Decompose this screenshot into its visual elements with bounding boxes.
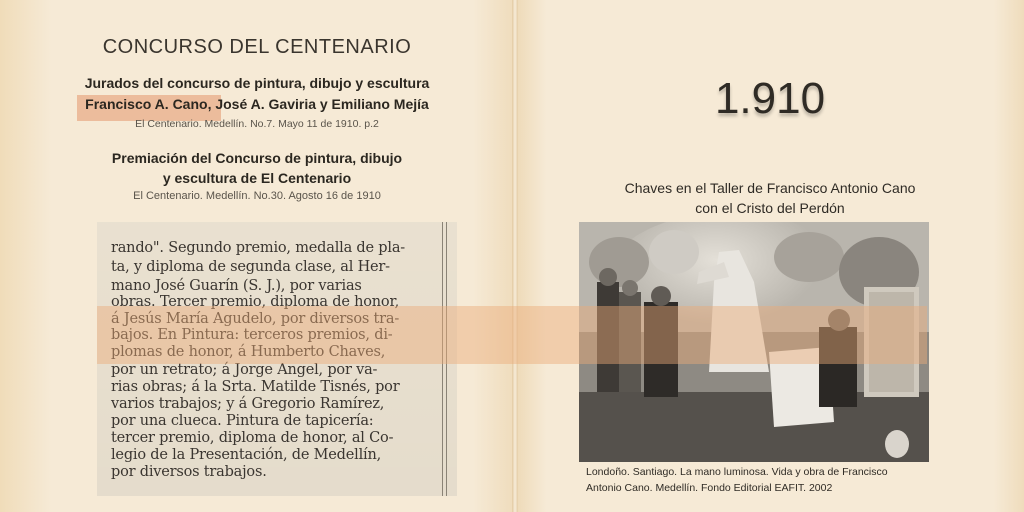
jurados-heading: Jurados del concurso de pintura, dibujo y escultura — [84, 75, 430, 91]
clipping-line: plomas de honor, á Humberto Chaves, — [111, 344, 386, 360]
photo-caption-line2: con el Cristo del Perdón — [695, 200, 845, 216]
clipping-line: mano José Guarín (S. J.), por varias — [111, 278, 362, 294]
source-line2: Antonio Cano. Medellín. Fondo Editorial EAFIT. 2002 — [586, 482, 833, 494]
clipping-line: por un retrato; á Jorge Angel, por va- — [111, 362, 378, 378]
jurados-names: Francisco A. Cano, José A. Gaviria y Emiliano Mejía — [85, 96, 429, 112]
clipping-line: rias obras; á la Srta. Matilde Tisnés, por — [111, 379, 400, 395]
clipping-line: obras. Tercer premio, diploma de honor, — [111, 294, 400, 310]
clipping-line: por diversos trabajos. — [111, 464, 267, 480]
premiacion-heading-line2: y escultura de El Centenario — [162, 170, 352, 186]
clipping-line: bajos. En Pintura: terceros premios, di- — [111, 327, 393, 343]
column-rule — [442, 222, 447, 496]
photo-caption-line1: Chaves en el Taller de Francisco Antonio Cano — [624, 180, 916, 196]
clipping-line: por una clueca. Pintura de tapicería: — [111, 413, 374, 429]
clipping-line: á Jesús María Agudelo, por diversos tra- — [111, 311, 400, 327]
clipping-line: tercer premio, diploma de honor, al Co- — [111, 430, 394, 446]
year-title: 1.910 — [714, 74, 826, 123]
clipping-line: legio de la Presentación, de Medellín, — [111, 447, 382, 463]
photo-illustration — [579, 222, 929, 462]
clipping-line: varios trabajos; y á Gregorio Ramírez, — [111, 396, 385, 412]
source-line1: Londoño. Santiago. La mano luminosa. Vida y obra de Francisco — [586, 466, 888, 478]
page-title: CONCURSO DEL CENTENARIO — [102, 36, 412, 58]
clipping-line: rando". Segundo premio, medalla de pla- — [111, 240, 405, 256]
clipping-line: ta, y diploma de segunda clase, al Her- — [111, 259, 390, 275]
historical-photo — [579, 222, 929, 462]
newspaper-clipping — [97, 222, 457, 496]
citation-1: El Centenario. Medellín. No.7. Mayo 11 de 1910. p.2 — [135, 118, 379, 130]
premiacion-heading-line1: Premiación del Concurso de pintura, dibujo — [111, 150, 403, 166]
citation-2: El Centenario. Medellín. No.30. Agosto 16 de 1910 — [133, 190, 381, 202]
